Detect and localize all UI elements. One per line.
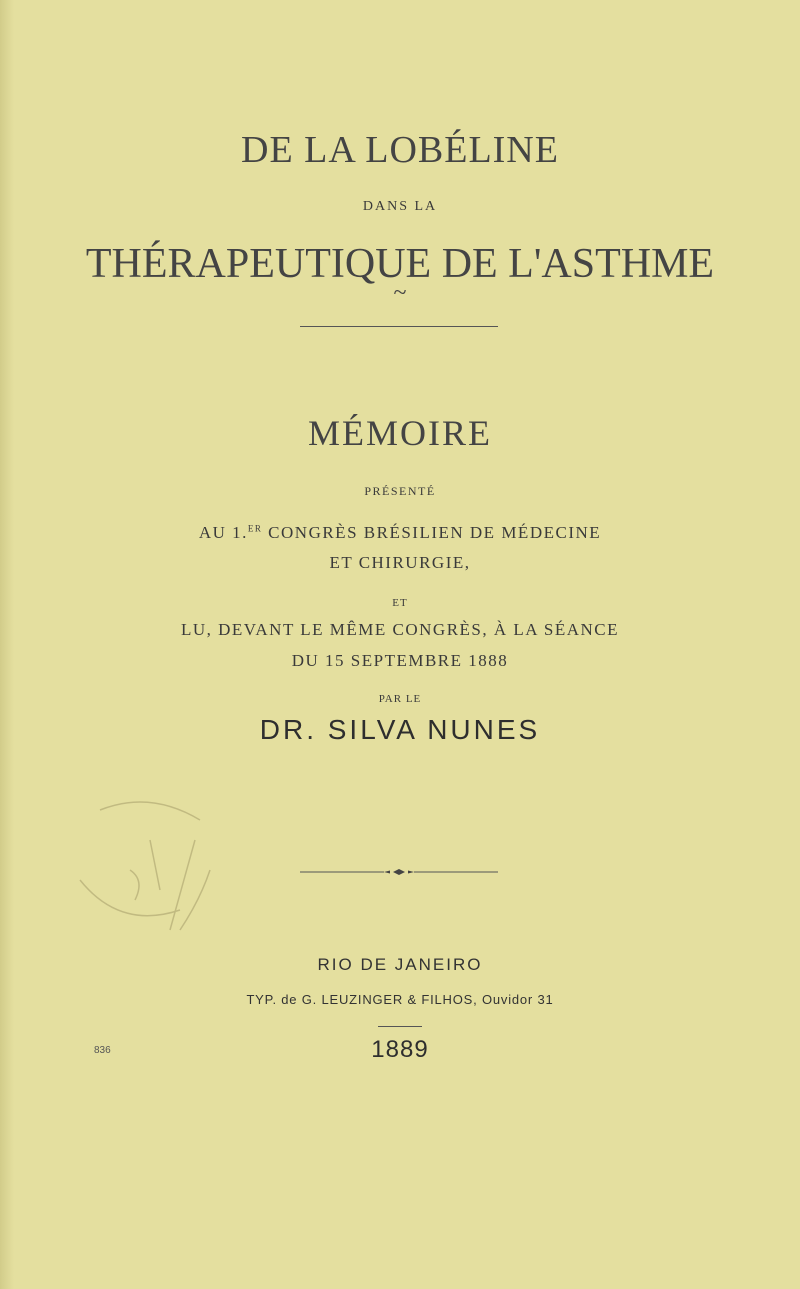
read-line-2: DU 15 SEPTEMBRE 1888: [291, 651, 509, 670]
shelf-mark: 836: [94, 1045, 111, 1056]
congress-prefix: AU 1.: [198, 523, 248, 542]
library-stamp-icon: [60, 780, 240, 940]
title-line-1: DE LA LOBÉLINE: [241, 129, 559, 171]
page-edge-shadow: [0, 0, 14, 1289]
divider-rule: [300, 326, 498, 327]
printer-line: TYP. de G. LEUZINGER & FILHOS, Ouvidor 31: [246, 992, 554, 1007]
congress-line-1: [0, 523, 800, 543]
author-name: DR. SILVA NUNES: [259, 714, 541, 745]
by-label: PAR LE: [378, 693, 422, 705]
memoire-heading: MÉMOIRE: [308, 413, 492, 453]
read-line-1: LU, DEVANT LE MÊME CONGRÈS, À LA SÉANCE: [180, 620, 620, 639]
presented-label: PRÉSENTÉ: [364, 484, 436, 498]
imprint-place: RIO DE JANEIRO: [317, 955, 483, 974]
short-rule: [378, 1026, 422, 1027]
congress-line-2: ET CHIRURGIE,: [329, 553, 471, 572]
fleuron-divider: [300, 869, 498, 875]
title-line-3: THÉRAPEUTIQUE DE L'ASTHME: [85, 241, 715, 287]
publication-year: 1889: [371, 1036, 429, 1063]
tilde-ornament: ~: [393, 280, 407, 306]
congress-superscript: ER: [247, 523, 263, 534]
and-label: ET: [392, 597, 408, 609]
title-line-2: DANS LA: [362, 199, 438, 214]
congress-rest: CONGRÈS BRÉSILIEN DE MÉDECINE: [262, 523, 602, 542]
